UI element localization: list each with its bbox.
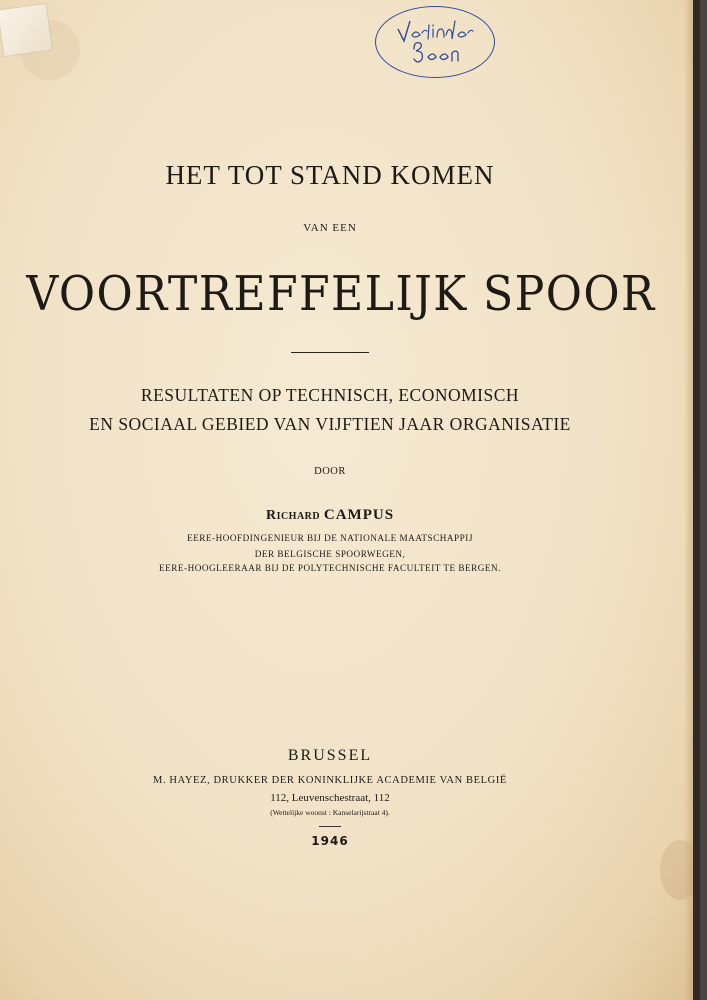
publication-year: 1946 [311, 834, 349, 848]
author-last-name: CAMPUS [323, 507, 395, 523]
handwriting-signature [384, 11, 488, 75]
short-rule [319, 826, 341, 827]
author-credential: EERE-HOOGLEERAAR BIJ DE POLYTECHNISCHE FACULTEIT TE BERGEN. [159, 563, 501, 573]
imprint-address-note: (Wettelijke woonst : Kanselarijstraat 4). [270, 808, 390, 817]
author-name [0, 507, 660, 524]
author-credential: EERE-HOOFDINGENIEUR BIJ DE NATIONALE MAATSCHAPPIJ [187, 533, 473, 543]
handwritten-sticker [375, 6, 495, 78]
author-first-name: Richard [265, 508, 321, 523]
subtitle-line-2: EN SOCIAAL GEBIED VAN VIJFTIEN JAAR ORGANISATIE [89, 414, 571, 434]
imprint-city: BRUSSEL [287, 747, 373, 764]
title-line-1: HET TOT STAND KOMEN [165, 160, 495, 190]
imprint-address: 112, Leuvenschestraat, 112 [270, 792, 390, 804]
divider-rule [291, 352, 369, 353]
author-credential: DER BELGISCHE SPOORWEGEN, [254, 549, 406, 559]
imprint-printer: M. HAYEZ, DRUKKER DER KONINKLIJKE ACADEMIE VAN BELGIË [153, 775, 507, 786]
corner-tape [0, 3, 53, 57]
main-title: VOORTREFFELIJK SPOOR [26, 266, 656, 322]
subtitle-line-1: RESULTATEN OP TECHNISCH, ECONOMISCH [140, 385, 520, 405]
byline: DOOR [314, 466, 346, 477]
title-line-2: VAN EEN [303, 222, 357, 234]
binding-edge [693, 0, 700, 1000]
